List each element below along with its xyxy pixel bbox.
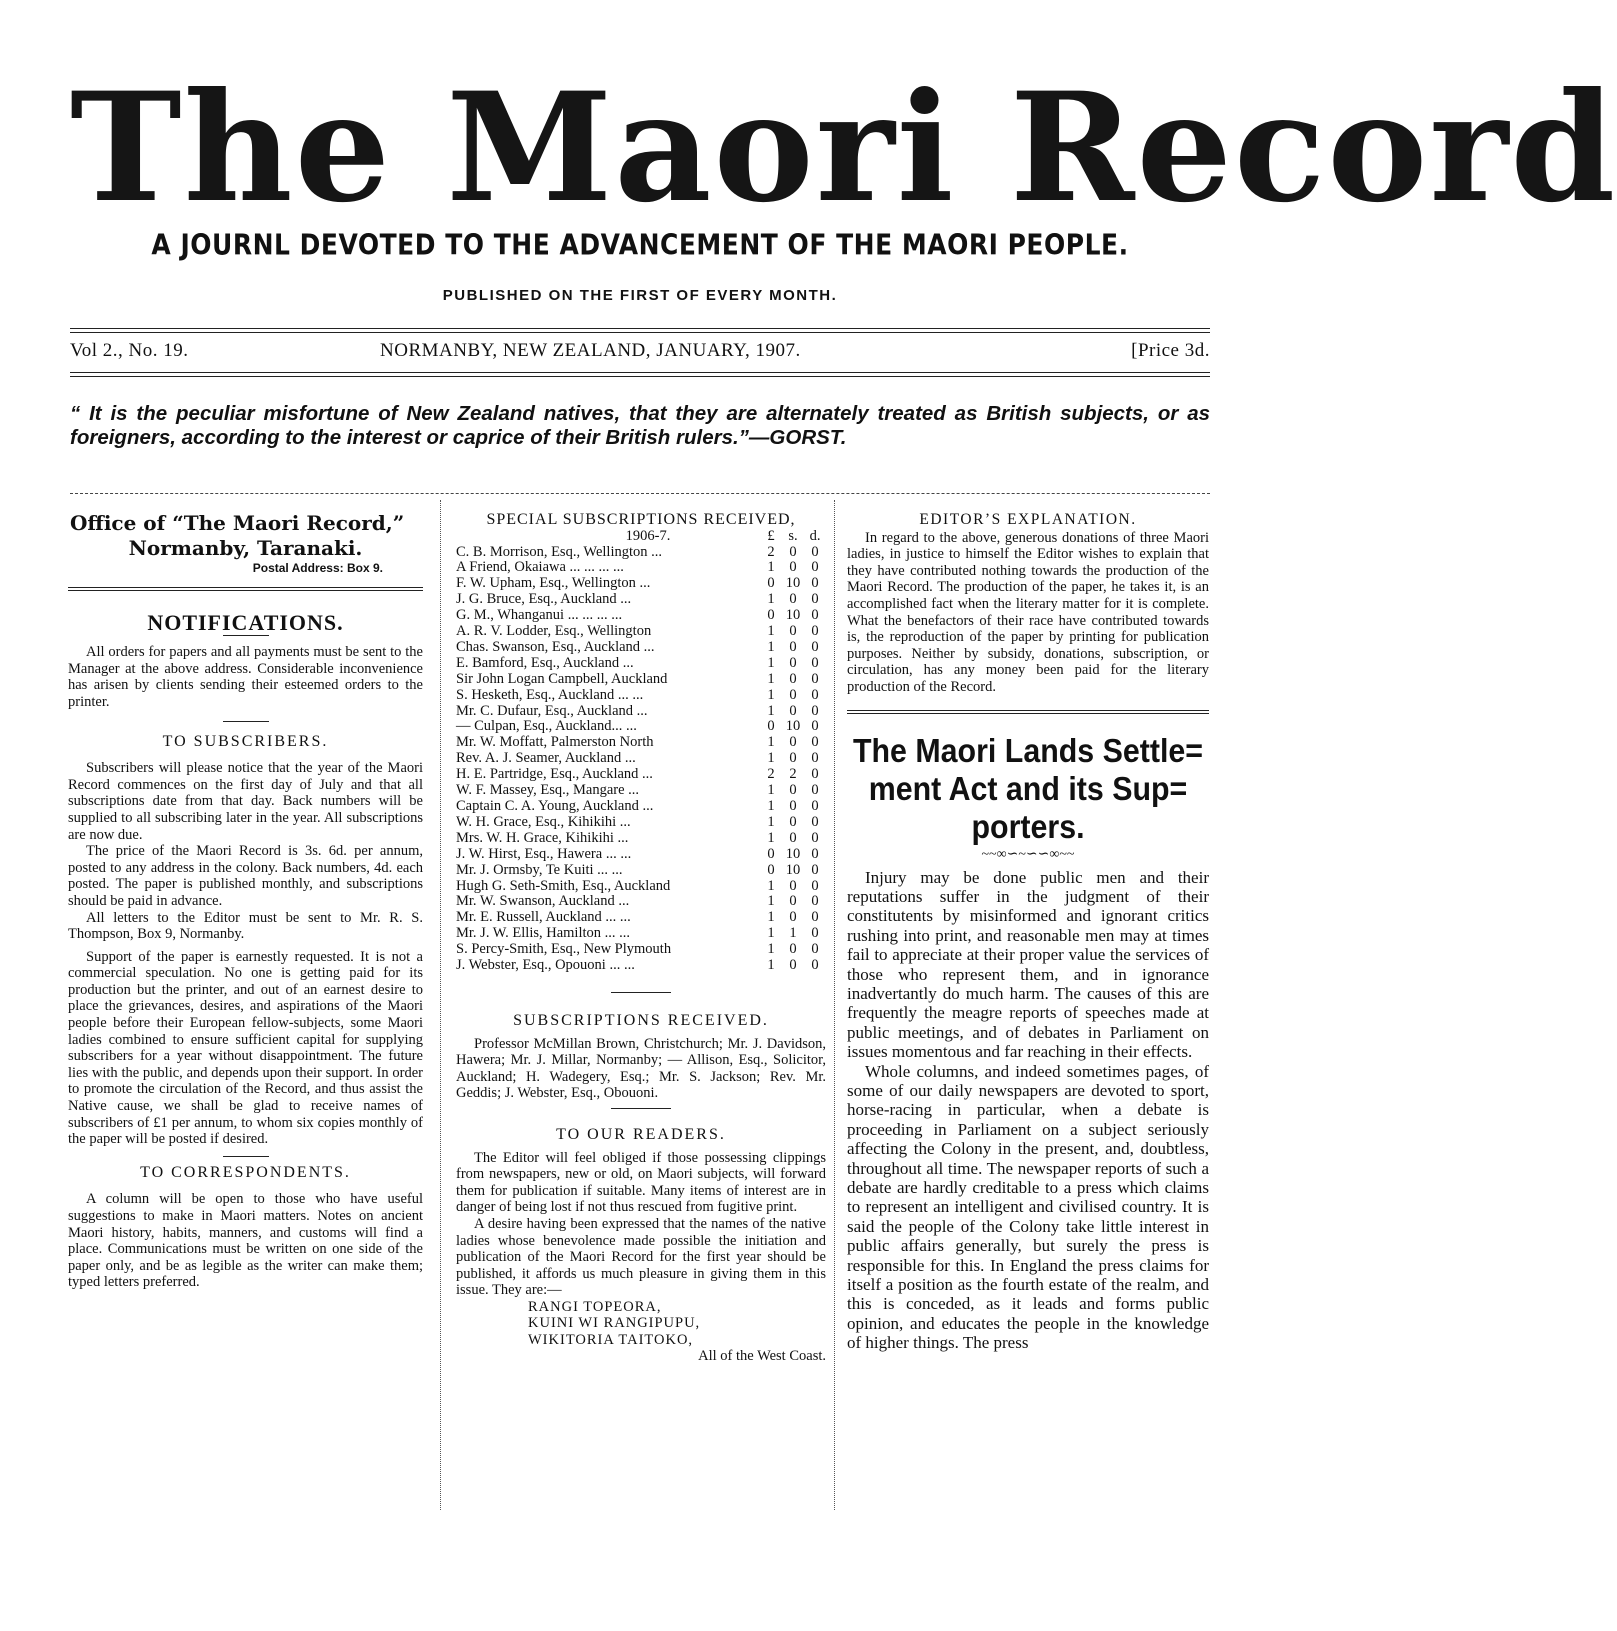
subscriber-name: G. M., Whanganui ... ... ... ... xyxy=(456,607,623,624)
volume-line xyxy=(70,340,1210,366)
subscription-row xyxy=(456,767,826,783)
subscriber-name: Mr. E. Russell, Auckland ... ... xyxy=(456,909,631,926)
amount-pence: 0 xyxy=(811,543,819,560)
column-subscriptions xyxy=(456,512,826,1365)
amount-shillings: 0 xyxy=(789,591,797,608)
header-rule-top-2 xyxy=(70,332,1210,333)
subscriber-name: S. Percy-Smith, Esq., New Plymouth xyxy=(456,941,672,958)
to-readers-para-2: A desire having been expressed that the names of the native ladies whose benevolence made possible the initiation and publication of the Maori Record for the first year should be published, it affords us much pleasure in giving them in this issue. They are:— xyxy=(456,1215,826,1299)
amount-shillings: 0 xyxy=(789,654,797,671)
subscription-row xyxy=(456,958,826,974)
names-sign-off: All of the West Coast. xyxy=(698,1348,826,1365)
subscriber-name: J. G. Bruce, Esq., Auckland ... xyxy=(456,591,632,608)
amount-pounds: 1 xyxy=(767,734,775,751)
office-title: Office of “The Maori Record,” xyxy=(70,511,405,535)
amount-pence: 0 xyxy=(811,766,819,783)
subscriber-name: H. E. Partridge, Esq., Auckland ... xyxy=(456,766,653,783)
office-location: Normanby, Taranaki. xyxy=(128,536,363,560)
subscription-row xyxy=(456,799,826,815)
amount-pounds: 1 xyxy=(767,798,775,814)
amount-pounds: 2 xyxy=(767,543,775,560)
amount-pence: 0 xyxy=(811,670,819,687)
subscriber-name: J. Webster, Esq., Opouoni ... ... xyxy=(456,957,635,974)
subscription-row xyxy=(456,576,826,592)
subscriber-name: Hugh G. Seth-Smith, Esq., Auckland xyxy=(456,877,671,894)
amount-pounds: 1 xyxy=(767,702,775,719)
short-rule xyxy=(223,1156,269,1157)
short-rule xyxy=(611,1108,671,1109)
amount-shillings: 2 xyxy=(789,766,797,783)
subscription-row xyxy=(456,847,826,863)
amount-pounds: 1 xyxy=(767,909,775,926)
amount-pence: 0 xyxy=(811,909,819,926)
amount-shillings: 1 xyxy=(789,925,797,942)
editorial-divider xyxy=(847,710,1209,714)
amount-pounds: 1 xyxy=(767,782,775,799)
amount-pence: 0 xyxy=(811,559,819,576)
short-rule xyxy=(223,635,269,636)
subscription-row xyxy=(456,815,826,831)
subscriber-name: Captain C. A. Young, Auckland ... xyxy=(456,798,654,814)
subscriptions-received-list: Professor McMillan Brown, Christchurch; Mr. J. Davidson, Hawera; Mr. J. Millar, Normanby; — Allison, Esq., Solicitor, Auckland; H. Wadegery, Esq.; Mr. S. Jackson; Rev. Mr. Geddis; J. Webster, Esq., Obouoni. xyxy=(456,1035,826,1102)
lady-name: RANGI TOPEORA, xyxy=(528,1298,662,1315)
amount-pence: 0 xyxy=(811,845,819,862)
lady-name: WIKITORIA TAITOKO, xyxy=(528,1331,694,1348)
amount-pounds: 1 xyxy=(767,813,775,830)
postal-address: Postal Address: Box 9. xyxy=(252,561,383,575)
special-subscriptions-heading: SPECIAL SUBSCRIPTIONS RECEIVED, xyxy=(486,511,796,528)
amount-shillings: 0 xyxy=(789,782,797,799)
amount-pence: 0 xyxy=(811,829,819,846)
subscriptions-header-row xyxy=(456,529,826,545)
subscription-row xyxy=(456,783,826,799)
amount-shillings: 10 xyxy=(785,845,801,862)
article-para-1: Injury may be done public men and their reputations suffer in the judgment of their constitutents by misinformed and ignorant critics rushing into print, and reasonable men may at times fail to appreciate at their proper value the services of those who represent them, and in ignorance inadvertantly do much harm. The causes of this are frequently the meagre reports of speeches made at public meetings, and of debates in Parliament on issues momentous and far reaching in their effects. xyxy=(847,867,1209,1062)
amount-pence: 0 xyxy=(811,813,819,830)
subscription-row xyxy=(456,942,826,958)
orders-notice: All orders for papers and all payments must be sent to the Manager at the above address. Considerable inconvenience has arisen by clients sending their esteemed orders to the printer. xyxy=(68,644,423,710)
title-flourish: ~~∞∽~∽∽∞~~ xyxy=(981,846,1075,862)
subscriber-name: Mr. W. Moffatt, Palmerston North xyxy=(456,734,654,751)
subscription-row xyxy=(456,704,826,720)
amount-shillings: 0 xyxy=(789,957,797,974)
amount-shillings: 0 xyxy=(789,623,797,640)
header-rule-bottom xyxy=(70,372,1210,373)
subscription-row xyxy=(456,545,826,561)
subscription-row xyxy=(456,592,826,608)
subscription-row xyxy=(456,751,826,767)
amount-shillings: 0 xyxy=(789,813,797,830)
amount-pence: 0 xyxy=(811,798,819,814)
amount-pence: 0 xyxy=(811,654,819,671)
amount-shillings: 0 xyxy=(789,670,797,687)
amount-shillings: 0 xyxy=(789,798,797,814)
amount-pence: 0 xyxy=(811,734,819,751)
amount-pounds: 1 xyxy=(767,941,775,958)
amount-shillings: 0 xyxy=(789,750,797,767)
subscription-row xyxy=(456,910,826,926)
subscriber-name: Mr. J. W. Ellis, Hamilton ... ... xyxy=(456,925,631,942)
subscriber-name: Rev. A. J. Seamer, Auckland ... xyxy=(456,750,636,767)
short-rule xyxy=(611,992,671,993)
column-notifications xyxy=(68,512,423,1291)
subscribers-notice-2: The price of the Maori Record is 3s. 6d. per annum, posted to any address in the colony. Back numbers, 4d. each posted. The paper is published monthly, and subscriptions should be paid in advance. xyxy=(68,843,423,909)
amount-pounds: 1 xyxy=(767,829,775,846)
amount-pence: 0 xyxy=(811,623,819,640)
subscribers-notice-1: Subscribers will please notice that the year of the Maori Record commences on the first day of July and that all subscriptions date from that day. Back numbers will be supplied to all subscribing later in the year. All subscriptions are now due. xyxy=(68,760,423,843)
subscriber-name: J. W. Hirst, Esq., Hawera ... ... xyxy=(456,845,632,862)
subscriber-name: — Culpan, Esq., Auckland... ... xyxy=(456,718,637,735)
amount-pence: 0 xyxy=(811,925,819,942)
amount-pounds: 1 xyxy=(767,925,775,942)
amount-pounds: 1 xyxy=(767,670,775,687)
amount-pence: 0 xyxy=(811,575,819,592)
subscriber-name: W. F. Massey, Esq., Mangare ... xyxy=(456,782,640,799)
amount-pence: 0 xyxy=(811,877,819,894)
subscriber-name: Mr. C. Dufaur, Esq., Auckland ... xyxy=(456,702,648,719)
amount-pence: 0 xyxy=(811,718,819,735)
article-title: The Maori Lands Settle= ment Act and its Sup= porters. xyxy=(852,731,1204,845)
to-subscribers-heading: TO SUBSCRIBERS. xyxy=(162,732,329,750)
amount-shillings: 10 xyxy=(785,861,801,878)
subscription-row xyxy=(456,894,826,910)
subscription-row xyxy=(456,735,826,751)
amount-pounds: 0 xyxy=(767,845,775,862)
subscription-row xyxy=(456,688,826,704)
amount-pence: 0 xyxy=(811,591,819,608)
amount-pence: 0 xyxy=(811,702,819,719)
to-readers-heading: TO OUR READERS. xyxy=(556,1125,726,1143)
amount-pence: 0 xyxy=(811,861,819,878)
column-divider-2 xyxy=(834,500,835,1510)
amount-pence: 0 xyxy=(811,638,819,655)
subscriber-name: F. W. Upham, Esq., Wellington ... xyxy=(456,575,651,592)
amount-pence: 0 xyxy=(811,750,819,767)
subscription-row xyxy=(456,926,826,942)
subscriber-name: Mrs. W. H. Grace, Kihikihi ... xyxy=(456,829,629,846)
subscriptions-received-heading: SUBSCRIPTIONS RECEIVED. xyxy=(513,1011,769,1029)
volume-number: Vol 2., No. 19. xyxy=(70,340,189,361)
editor-explanation-heading: EDITOR’S EXPLANATION. xyxy=(919,511,1137,528)
correspondents-notice: A column will be open to those who have useful suggestions to make in Maori matters. Notes on ancient Maori history, habits, manners, and customs will find a place. Communications must be written on one side of the paper only, and be as legible as the writer can make them; typed letters preferred. xyxy=(68,1191,423,1291)
subscriber-name: Chas. Swanson, Esq., Auckland ... xyxy=(456,638,655,655)
subscription-row xyxy=(456,656,826,672)
amount-shillings: 10 xyxy=(785,575,801,592)
notifications-heading: NOTIFICATIONS. xyxy=(147,609,344,635)
amount-shillings: 0 xyxy=(789,893,797,910)
epigraph-quote: “ It is the peculiar misfortune of New Zealand natives, that they are alternately treated as British subjects, or as foreigners, according to the interest or caprice of their British rulers.”—GORST. xyxy=(70,402,1210,449)
header-rule-bottom-2 xyxy=(70,376,1210,377)
amount-pounds: 1 xyxy=(767,623,775,640)
amount-shillings: 0 xyxy=(789,941,797,958)
editor-explanation-text: In regard to the above, generous donations of three Maori ladies, in justice to himself the Editor wishes to explain that they have contributed nothing towards the production of the Maori Record. The production of the paper, he takes it, is an accomplished fact when the literary matter for it is complete. What the benefactors of their race have contributed towards is, the reproduction of the paper by printing for publication purposes. Neither by subsidy, donations, subscription, or circulation, has any money been paid for the literary production of the Record. xyxy=(847,529,1209,695)
amount-pounds: 1 xyxy=(767,559,775,576)
amount-pounds: 1 xyxy=(767,654,775,671)
amount-pounds: 0 xyxy=(767,607,775,624)
amount-pounds: 1 xyxy=(767,877,775,894)
column-divider-1 xyxy=(440,500,441,1510)
subscription-row xyxy=(456,608,826,624)
subscriber-name: Sir John Logan Campbell, Auckland xyxy=(456,670,668,687)
amount-pounds: 1 xyxy=(767,638,775,655)
subscriber-name: Mr. W. Swanson, Auckland ... xyxy=(456,893,630,910)
special-subscriptions-table xyxy=(456,529,826,974)
subscriber-name: C. B. Morrison, Esq., Wellington ... xyxy=(456,543,663,560)
publication-schedule: PUBLISHED ON THE FIRST OF EVERY MONTH. xyxy=(442,287,838,304)
to-correspondents-heading: TO CORRESPONDENTS. xyxy=(140,1163,351,1181)
amount-shillings: 0 xyxy=(789,686,797,703)
amount-pounds: 0 xyxy=(767,575,775,592)
amount-pence: 0 xyxy=(811,782,819,799)
amount-shillings: 0 xyxy=(789,829,797,846)
amount-pounds: 1 xyxy=(767,957,775,974)
amount-pence: 0 xyxy=(811,941,819,958)
journal-subtitle: A JOURNL DEVOTED TO THE ADVANCEMENT OF THE MAORI PEOPLE. xyxy=(151,227,1129,262)
amount-shillings: 0 xyxy=(789,702,797,719)
short-rule xyxy=(223,721,269,722)
amount-pounds: 1 xyxy=(767,893,775,910)
amount-pence: 0 xyxy=(811,893,819,910)
ladies-names xyxy=(528,1299,826,1349)
subscriptions-year: 1906-7. xyxy=(625,527,671,544)
support-notice: Support of the paper is earnestly requested. It is not a commercial speculation. No one is getting paid for its production but the printer, and out of an earnest desire to place the grievances, desires, and aspirations of the Maori people before their European fellow-subjects, some Maori ladies combined to ensure sufficient capital for supplying subscribers for a year without disappointment. The future lies with the public, and depends upon their support. In order to promote the circulation of the Record, and thus assist the Native cause, we shall be glad to receive names of subscribers of £1 per annum, to whom six copies monthly of the paper will be posted if desired. xyxy=(68,948,423,1148)
amount-pounds: 1 xyxy=(767,591,775,608)
amount-pounds: 1 xyxy=(767,750,775,767)
subscribers-notice-3: All letters to the Editor must be sent to Mr. R. S. Thompson, Box 9, Normanby. xyxy=(68,909,423,943)
quote-divider xyxy=(70,493,1210,494)
amount-pounds: 1 xyxy=(767,686,775,703)
column-editorial xyxy=(847,512,1209,1353)
subscriber-name: A. R. V. Lodder, Esq., Wellington xyxy=(456,623,652,640)
to-readers-para-1: The Editor will feel obliged if those possessing clippings from newspapers, new or old, on Maori subjects, will forward them for publication if suitable. Many items of interest are in danger of being lost if not thus rescued from fugitive print. xyxy=(456,1149,826,1216)
subscription-row xyxy=(456,560,826,576)
amount-pounds: 0 xyxy=(767,718,775,735)
subscription-row xyxy=(456,640,826,656)
col-shillings: s. xyxy=(788,527,798,544)
amount-shillings: 0 xyxy=(789,543,797,560)
lady-name: KUINI WI RANGIPUPU, xyxy=(528,1315,701,1332)
subscription-row xyxy=(456,879,826,895)
amount-shillings: 0 xyxy=(789,559,797,576)
amount-shillings: 0 xyxy=(789,734,797,751)
place-date: NORMANBY, NEW ZEALAND, JANUARY, 1907. xyxy=(380,340,801,361)
article xyxy=(847,732,1209,1353)
article-para-2: Whole columns, and indeed sometimes pages, of some of our daily newspapers are devoted to sport, horse-racing in particular, when a debate is proceeding in Parliament on a subject seriously affecting the Colony in the present, and, doubtless, throughout all time. The newspaper reports of such a debate are hardly creditable to a press which claims to represent an intelligent and civilised country. It is said the people of the Colony take little interest in public affairs generally, but surely the press is responsible for this. In England the press claims for itself a position as the fourth estate of the realm, and this is conceded, as it leads and forms public opinion, and educates the people in the knowledge of higher things. The press xyxy=(847,1061,1209,1353)
subscriber-name: A Friend, Okaiawa ... ... ... ... xyxy=(456,559,624,576)
header-rule-top xyxy=(70,328,1210,329)
amount-pounds: 2 xyxy=(767,766,775,783)
subscriber-name: Mr. J. Ormsby, Te Kuiti ... ... xyxy=(456,861,623,878)
amount-shillings: 10 xyxy=(785,718,801,735)
subscription-row xyxy=(456,672,826,688)
subscription-row xyxy=(456,863,826,879)
col-pounds: £ xyxy=(767,527,775,544)
amount-shillings: 0 xyxy=(789,909,797,926)
office-divider xyxy=(68,587,423,591)
subscription-row xyxy=(456,624,826,640)
amount-pence: 0 xyxy=(811,686,819,703)
subscriber-name: E. Bamford, Esq., Auckland ... xyxy=(456,654,634,671)
amount-pounds: 0 xyxy=(767,861,775,878)
subscriber-name: W. H. Grace, Esq., Kihikihi ... xyxy=(456,813,631,830)
subscription-row xyxy=(456,719,826,735)
amount-pence: 0 xyxy=(811,607,819,624)
masthead-title: The Maori Record xyxy=(70,60,1617,236)
col-pence: d. xyxy=(809,527,821,544)
amount-shillings: 10 xyxy=(785,607,801,624)
issue-price: [Price 3d. xyxy=(1131,340,1210,361)
amount-pence: 0 xyxy=(811,957,819,974)
subscriber-name: S. Hesketh, Esq., Auckland ... ... xyxy=(456,686,644,703)
amount-shillings: 0 xyxy=(789,877,797,894)
subscription-row xyxy=(456,831,826,847)
amount-shillings: 0 xyxy=(789,638,797,655)
